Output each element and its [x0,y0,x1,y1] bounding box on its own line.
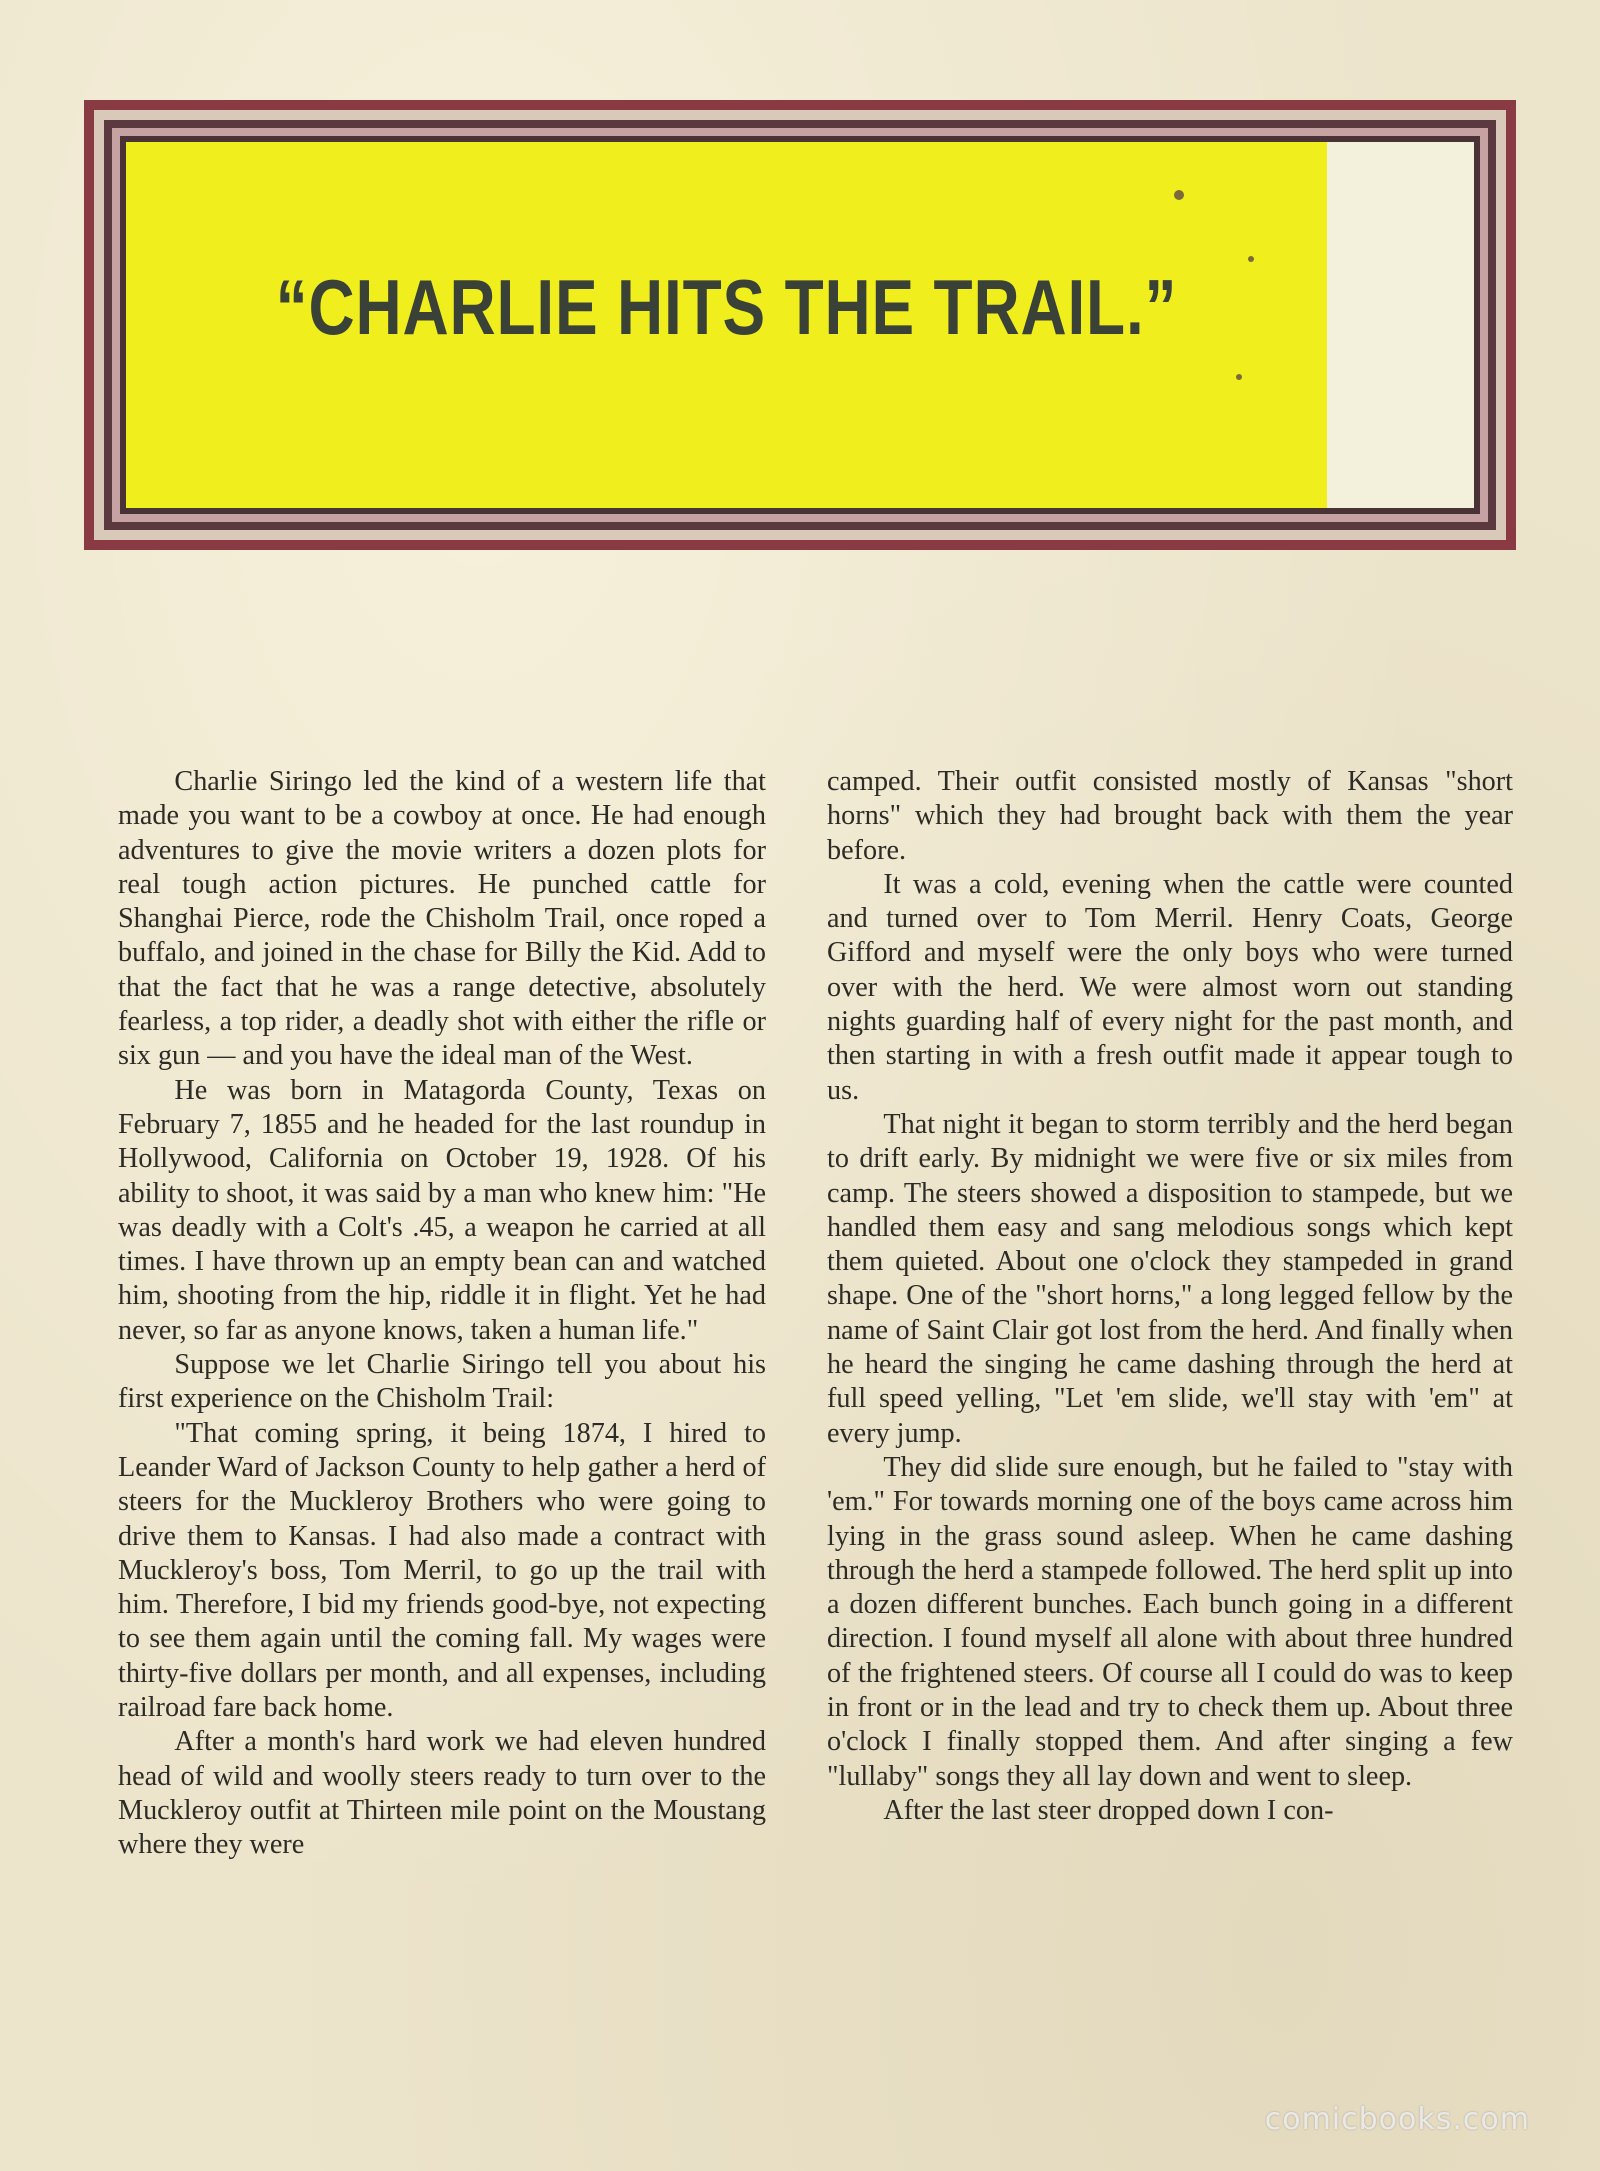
title-frame-ring [94,110,1506,540]
paragraph: It was a cold, evening when the cattle were counted and turned over to Tom Merril. Henry Coats, George Gifford and myself were the only boys who were turned over with the herd. We were almost worn out standing nights guarding half of every night for the past month, and then starting in with a fresh outfit made it appear tough to us. [827,868,1513,1106]
left-text-column [118,765,766,1863]
site-watermark: comicbooks.com [1264,2102,1530,2137]
paragraph: After a month's hard work we had eleven hundred head of wild and woolly steers ready to turn over to the Muckleroy outfit at Thirteen mile point on the Moustang where they were [118,1726,766,1861]
paragraph: After the last steer dropped down I con- [883,1794,1334,1826]
title-frame [84,100,1516,550]
paragraph: camped. Their outfit consisted mostly of Kansas "short horns" which they had brought back with them the year before. [827,766,1513,866]
paragraph: "That coming spring, it being 1874, I hired to Leander Ward of Jackson County to help gather a herd of steers for the Muckleroy Brothers who were going to drive them to Kansas. I had also made a contract with Muckleroy's boss, Tom Merril, to go up the trail with him. Therefore, I bid my friends good-bye, not expecting to see them again until the coming fall. My wages were thirty-five dollars per month, and all expenses, including railroad fare back home. [118,1417,766,1724]
paragraph: That night it began to storm terribly and the herd began to drift early. By midnight we were five or six miles from camp. The steers showed a disposition to stampede, but we handled them easy and sang melodious songs which kept them quieted. About one o'clock they stampeded in grand shape. One of the "short horns," a long legged fellow by the name of Saint Clair got lost from the herd. And finally when he heard the singing he came dashing through the herd at full speed yelling, "Let 'em slide, we'll stay with 'em" at every jump. [827,1108,1513,1449]
print-speck [1174,190,1184,200]
title-panel [126,142,1474,508]
title-frame-ring-inner [112,128,1488,522]
paragraph: They did slide sure enough, but he failed to "stay with 'em." For towards morning one of the boys came across him lying in the grass sound asleep. When he came dashing through the herd a stampede followed. The herd split up into a dozen different bunches. Each bunch going in a different direction. I found myself all alone with about three hundred of the frightened steers. Of course all I could do was to keep in front or in the lead and try to check them up. About three o'clock I finally stopped them. And after singing a few "lullaby" songs they all lay down and went to sleep. [827,1451,1513,1792]
story-title: “CHARLIE HITS THE TRAIL.” [275,263,1178,351]
print-speck [1248,256,1254,262]
print-speck [1236,374,1242,380]
paragraph: He was born in Matagorda County, Texas on February 7, 1855 and he headed for the last roundup in Hollywood, California on October 19, 1928. Of his ability to shoot, it was said by a man who knew him: "He was deadly with a Colt's .45, a weapon he carried at all times. I have thrown up an empty bean can and watched him, shooting from the hip, riddle it in flight. Yet he had never, so far as anyone knows, taken a human life." [118,1074,766,1346]
paragraph: Suppose we let Charlie Siringo tell you about his first experience on the Chisholm Trail: [118,1349,766,1415]
right-text-column [827,765,1513,1828]
paragraph: Charlie Siringo led the kind of a western life that made you want to be a cowboy at once. He had enough adventures to give the movie writers a dozen plots for real tough action pictures. He punched cattle for Shanghai Pierce, rode the Chisholm Trail, once roped a buffalo, and joined in the chase for Billy the Kid. Add to that the fact that he was a range detective, absolutely fearless, a top rider, a deadly shot with either the rifle or six gun — and you have the ideal man of the West. [118,766,766,1072]
